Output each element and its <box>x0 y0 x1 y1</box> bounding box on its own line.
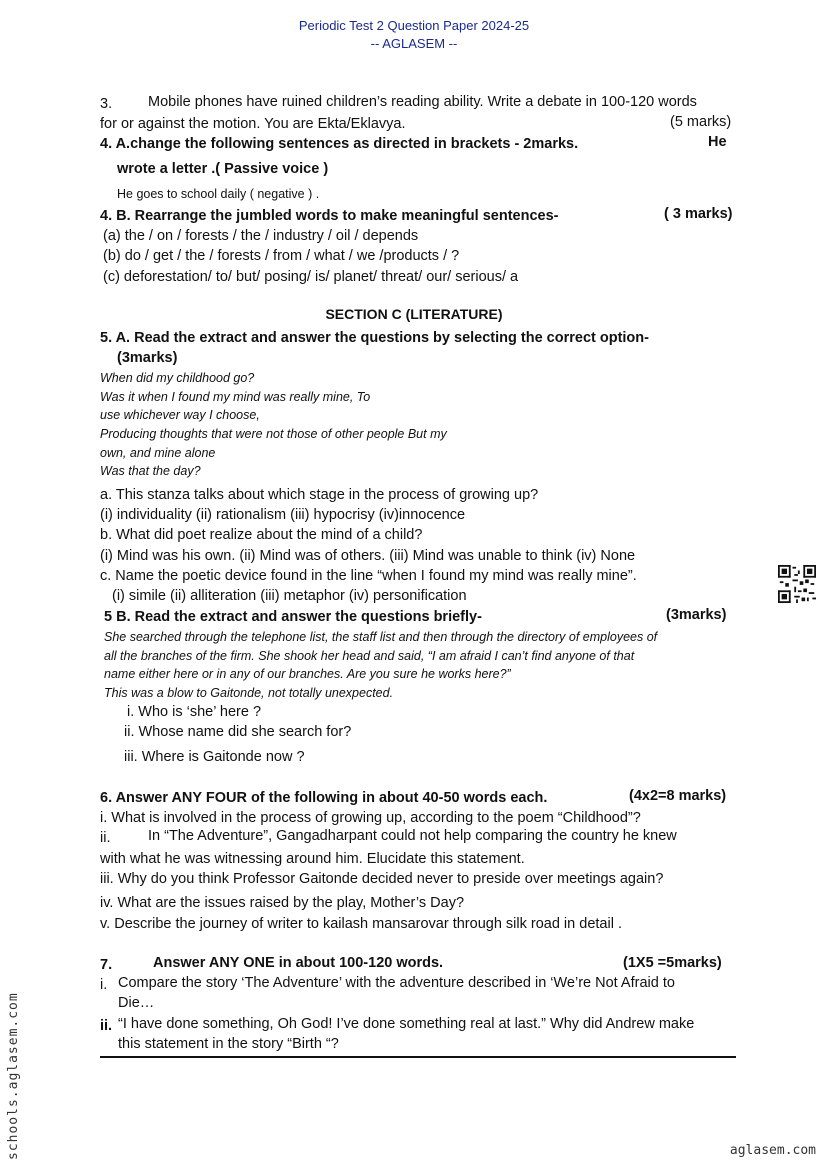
q4b-item-a: (a) the / on / forests / the / industry / oil / depends <box>103 228 419 244</box>
q6-item-iv: iv. What are the issues raised by the play, Mother’s Day? <box>100 895 465 911</box>
section-c-title: SECTION C (LITERATURE) <box>325 306 503 322</box>
q3-marks: (5 marks) <box>670 114 732 130</box>
q5a-question-b: b. What did poet realize about the mind of a child? <box>100 527 423 543</box>
q3-line2: for or against the motion. You are Ekta/Eklavya. <box>100 116 406 132</box>
extract-line: name either here or in any of our branches. Are you sure he works here?” <box>104 667 511 681</box>
side-watermark: schools.aglasem.com <box>6 992 21 1160</box>
q7-item-i-line1: Compare the story ‘The Adventure’ with the adventure described in ‘We’re Not Afraid to <box>118 975 675 991</box>
q6-item-v: v. Describe the journey of writer to kailash mansarovar through silk road in detail . <box>100 916 622 932</box>
header-title: Periodic Test 2 Question Paper 2024-25 <box>298 18 530 33</box>
poem-line: Producing thoughts that were not those of other people But my <box>100 427 447 441</box>
q7-item-i-number: i. <box>100 977 108 993</box>
poem-line: use whichever way I choose, <box>100 408 260 422</box>
q4b-item-b: (b) do / get / the / forests / from / what / we /products / ? <box>103 248 460 264</box>
q7-marks: (1X5 =5marks) <box>623 955 722 971</box>
q5a-question-a: a. This stanza talks about which stage in the process of growing up? <box>100 487 539 503</box>
q3-number: 3. <box>100 96 113 112</box>
q6-item-i: i. What is involved in the process of growing up, according to the poem “Childhood”? <box>100 810 641 826</box>
poem-line: Was it when I found my mind was really mine, To <box>100 390 371 404</box>
q6-item-ii-line1: In “The Adventure”, Gangadharpant could not help comparing the country he knew <box>148 828 677 844</box>
q5b-heading: 5 B. Read the extract and answer the questions briefly- <box>104 609 482 625</box>
extract-line: She searched through the telephone list, the staff list and then through the directory of employees of <box>104 630 658 644</box>
qr-code-icon <box>778 565 816 603</box>
q3-line1: Mobile phones have ruined children’s reading ability. Write a debate in 100-120 words <box>148 94 697 110</box>
q7-heading: Answer ANY ONE in about 100-120 words. <box>153 955 444 971</box>
header-subtitle: -- AGLASEM -- <box>370 36 458 51</box>
q7-item-ii-number: ii. <box>100 1018 113 1034</box>
q5a-options-a: (i) individuality (ii) rationalism (iii) hypocrisy (iv)innocence <box>100 507 466 523</box>
q4b-heading: 4. B. Rearrange the jumbled words to make meaningful sentences- <box>100 208 559 224</box>
q4b-item-c: (c) deforestation/ to/ but/ posing/ is/ planet/ threat/ our/ serious/ a <box>103 269 519 285</box>
q7-item-ii-line1: “I have done something, Oh God! I’ve done something real at last.” Why did Andrew make <box>118 1016 695 1032</box>
q6-item-ii-number: ii. <box>100 830 111 846</box>
extract-line: This was a blow to Gaitonde, not totally unexpected. <box>104 686 394 700</box>
q4a-line2: wrote a letter .( Passive voice ) <box>117 161 329 177</box>
q6-marks: (4x2=8 marks) <box>629 788 727 804</box>
q5a-options-b: (i) Mind was his own. (ii) Mind was of others. (iii) Mind was unable to think (iv) None <box>100 548 636 564</box>
footer-watermark: aglasem.com <box>729 1143 816 1158</box>
q6-item-iii: iii. Why do you think Professor Gaitonde decided never to preside over meetings again? <box>100 871 664 887</box>
q7-item-i-line2: Die… <box>118 995 155 1011</box>
extract-line: all the branches of the firm. She shook her head and said, “I am afraid I can’t find anyone of that <box>104 649 635 663</box>
q4a-heading: 4. A.change the following sentences as directed in brackets - 2marks. <box>100 136 579 152</box>
q5a-question-c: c. Name the poetic device found in the line “when I found my mind was really mine”. <box>100 568 637 584</box>
q5b-question-2: ii. Whose name did she search for? <box>124 724 352 740</box>
q5b-question-1: i. Who is ‘she’ here ? <box>127 704 262 720</box>
q5b-marks: (3marks) <box>666 607 727 623</box>
q4a-he: He <box>708 134 727 150</box>
q5a-heading: 5. A. Read the extract and answer the questions by selecting the correct option- <box>100 330 649 346</box>
q4b-marks: ( 3 marks) <box>664 206 733 222</box>
poem-line: When did my childhood go? <box>100 371 255 385</box>
q5a-options-c: (i) simile (ii) alliteration (iii) metaphor (iv) personification <box>112 588 467 604</box>
poem-line: Was that the day? <box>100 464 201 478</box>
poem-line: own, and mine alone <box>100 446 216 460</box>
q7-number: 7. <box>100 957 113 973</box>
q4a-line3: He goes to school daily ( negative ) . <box>117 187 320 201</box>
q6-heading: 6. Answer ANY FOUR of the following in about 40-50 words each. <box>100 790 548 806</box>
bottom-rule <box>100 1056 736 1058</box>
q7-item-ii-line2: this statement in the story “Birth “? <box>118 1036 339 1052</box>
q5a-marks: (3marks) <box>117 350 178 366</box>
q6-item-ii-line2: with what he was witnessing around him. Elucidate this statement. <box>100 851 525 867</box>
q5b-question-3: iii. Where is Gaitonde now ? <box>124 749 305 765</box>
